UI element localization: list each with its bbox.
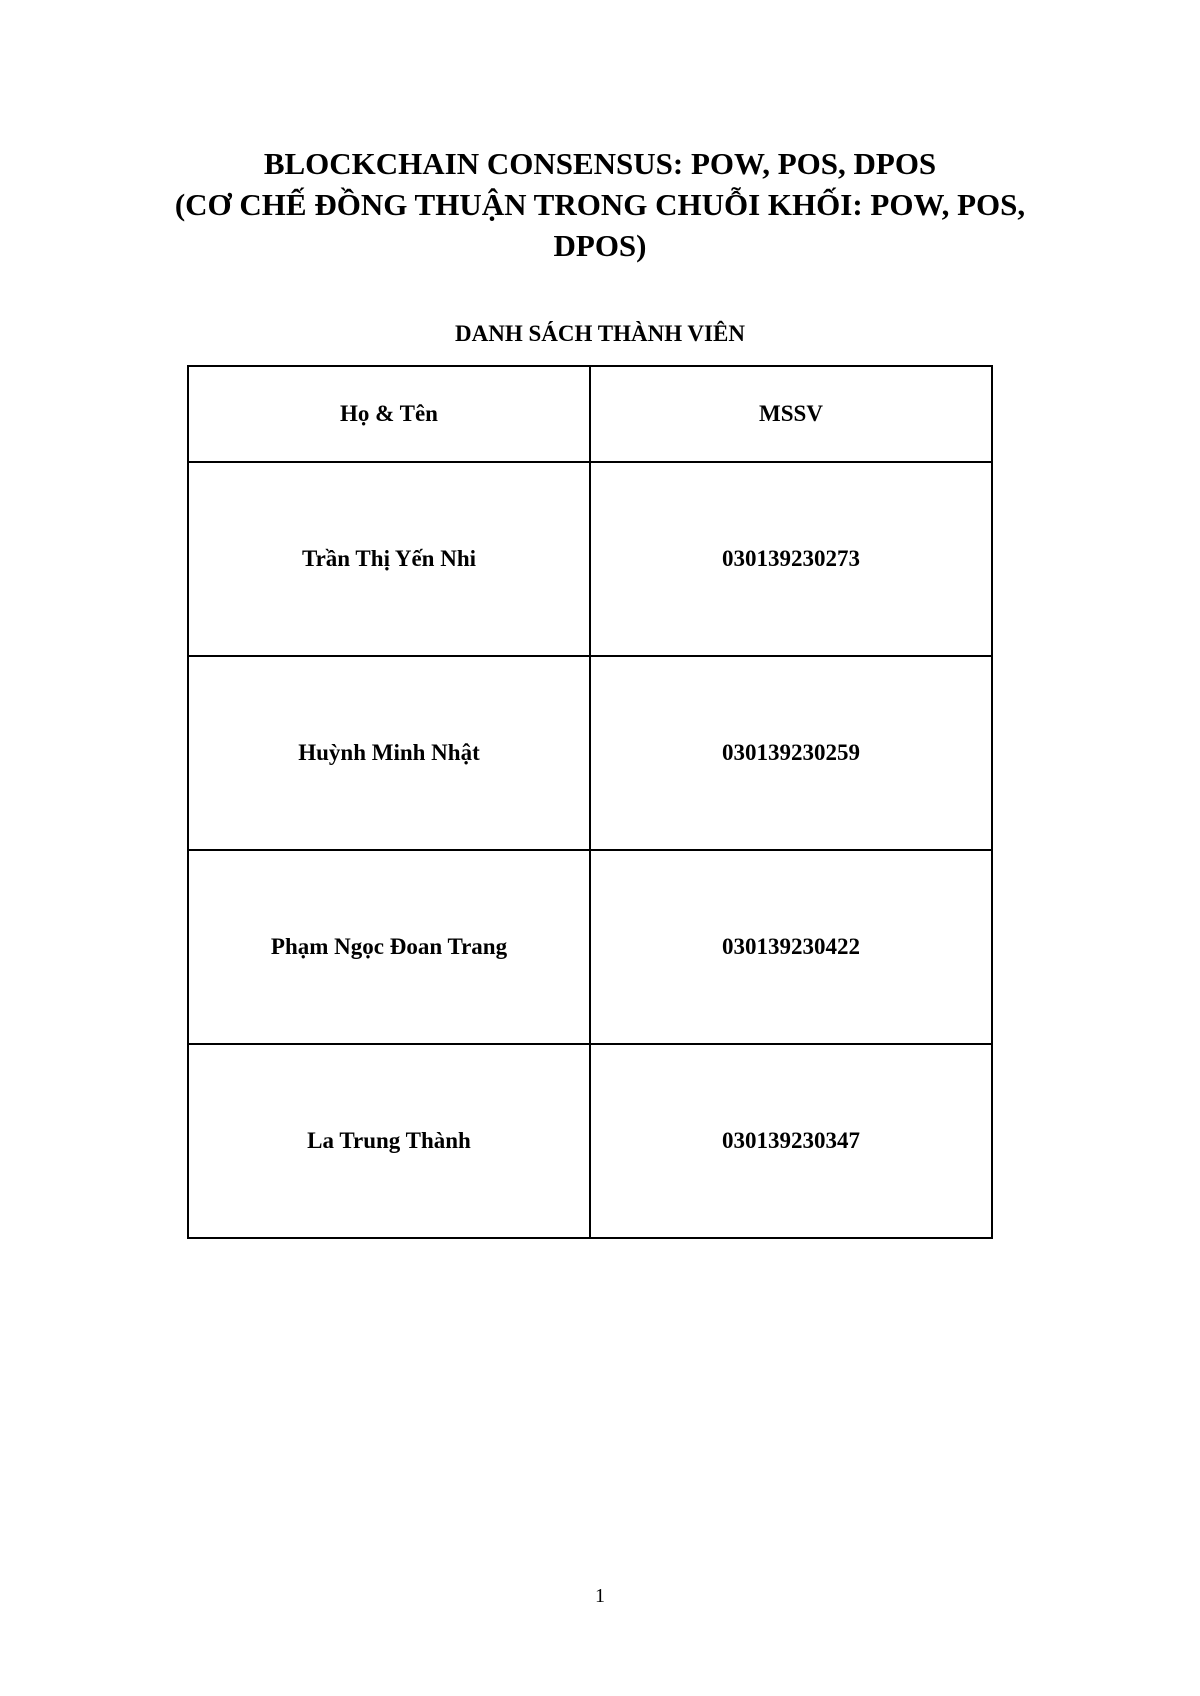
table-row	[188, 462, 992, 656]
title-line-3: DPOS)	[553, 228, 647, 263]
table-row	[188, 850, 992, 1044]
member-name: Huỳnh Minh Nhật	[188, 656, 590, 850]
header-name: Họ & Tên	[188, 366, 590, 462]
member-student-id: 030139230273	[590, 462, 992, 656]
header-student-id: MSSV	[590, 366, 992, 462]
member-student-id: 030139230422	[590, 850, 992, 1044]
page-number: 1	[595, 1585, 605, 1607]
table-row	[188, 1044, 992, 1238]
member-name: La Trung Thành	[188, 1044, 590, 1238]
member-student-id: 030139230259	[590, 656, 992, 850]
table-row	[188, 656, 992, 850]
title-line-2: (CƠ CHẾ ĐỒNG THUẬN TRONG CHUỖI KHỐI: POW, POS,	[174, 187, 1026, 222]
document-title	[100, 143, 1100, 266]
section-title: DANH SÁCH THÀNH VIÊN	[455, 321, 745, 346]
member-student-id: 030139230347	[590, 1044, 992, 1238]
table-header-row	[188, 366, 992, 462]
members-table	[187, 365, 993, 1239]
title-line-1: BLOCKCHAIN CONSENSUS: POW, POS, DPOS	[263, 146, 937, 181]
member-name: Trần Thị Yến Nhi	[188, 462, 590, 656]
member-name: Phạm Ngọc Đoan Trang	[188, 850, 590, 1044]
